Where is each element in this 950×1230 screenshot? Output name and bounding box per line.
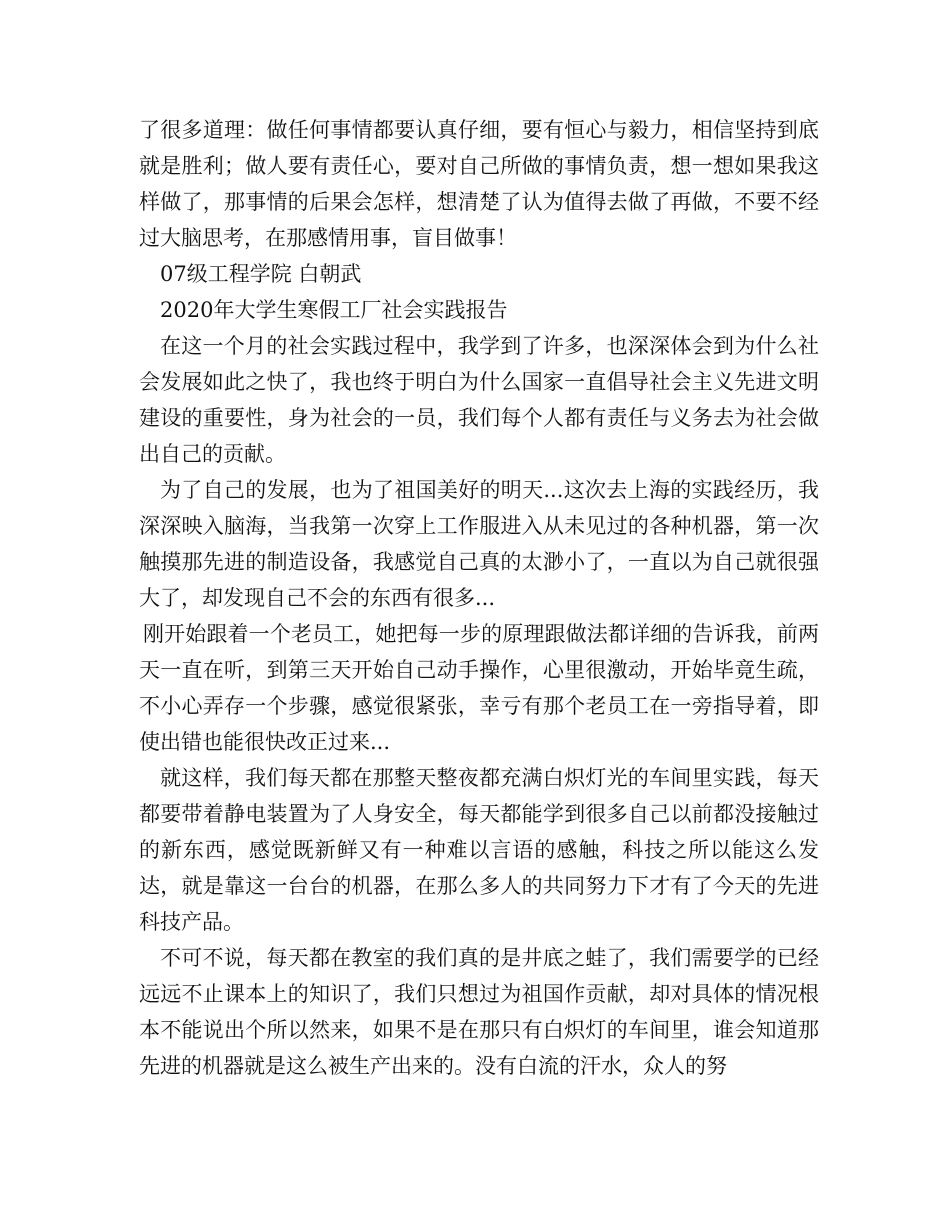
- paragraph-workshop: 就这样，我们每天都在那整天整夜都充满白炽灯光的车间里实践，每天都要带着静电装置为了人身安全，每天都能学到很多自己以前都没接触过的新东西，感觉既新鲜又有一种难以言语的感触，科技之所以能这么发达，就是靠这一台台的机器，在那么多人的共同努力下才有了今天的先进科技产品。: [139, 766, 819, 934]
- paragraph-shanghai: 为了自己的发展，也为了祖国美好的明天...这次去上海的实践经历，我深深映入脑海，当我第一次穿上工作服进入从未见过的各种机器，第一次触摸那先进的制造设备，我感觉自己真的太渺小了，一直以为自己就很强大了，却发现自己不会的东西有很多...: [139, 478, 819, 610]
- author-line: 07级工程学院 白朝武: [160, 262, 362, 286]
- paragraph-reflection: 不可不说，每天都在教室的我们真的是井底之蛙了，我们需要学的已经远远不止课本上的知识了，我们只想过为祖国作贡献，却对具体的情况根本不能说出个所以然来，如果不是在那只有白炽灯的车间里，谁会知道那先进的机器就是这么被生产出来的。没有白流的汗水，众人的努: [139, 946, 819, 1078]
- paragraph-old-worker: 刚开始跟着一个老员工，她把每一步的原理跟做法都详细的告诉我，前两天一直在听，到第三天开始自己动手操作，心里很激动，开始毕竟生疏，不小心弄存一个步骤，感觉很紧张，幸亏有那个老员工在一旁指导着，即使出错也能很快改正过来...: [139, 622, 819, 754]
- paragraph-continuation: 了很多道理：做任何事情都要认真仔细，要有恒心与毅力，相信坚持到底就是胜利；做人要有责任心，要对自己所做的事情负责，想一想如果我这样做了，那事情的后果会怎样，想清楚了认为值得去做了再做，不要不经过大脑思考，在那感情用事，盲目做事！: [139, 118, 819, 250]
- paragraph-intro: 在这一个月的社会实践过程中，我学到了许多，也深深体会到为什么社会发展如此之快了，我也终于明白为什么国家一直倡导社会主义先进文明建设的重要性，身为社会的一员，我们每个人都有责任与义务去为社会做出自己的贡献。: [139, 334, 819, 466]
- report-title: 2020年大学生寒假工厂社会实践报告: [160, 298, 508, 322]
- document-body: [139, 112, 819, 1084]
